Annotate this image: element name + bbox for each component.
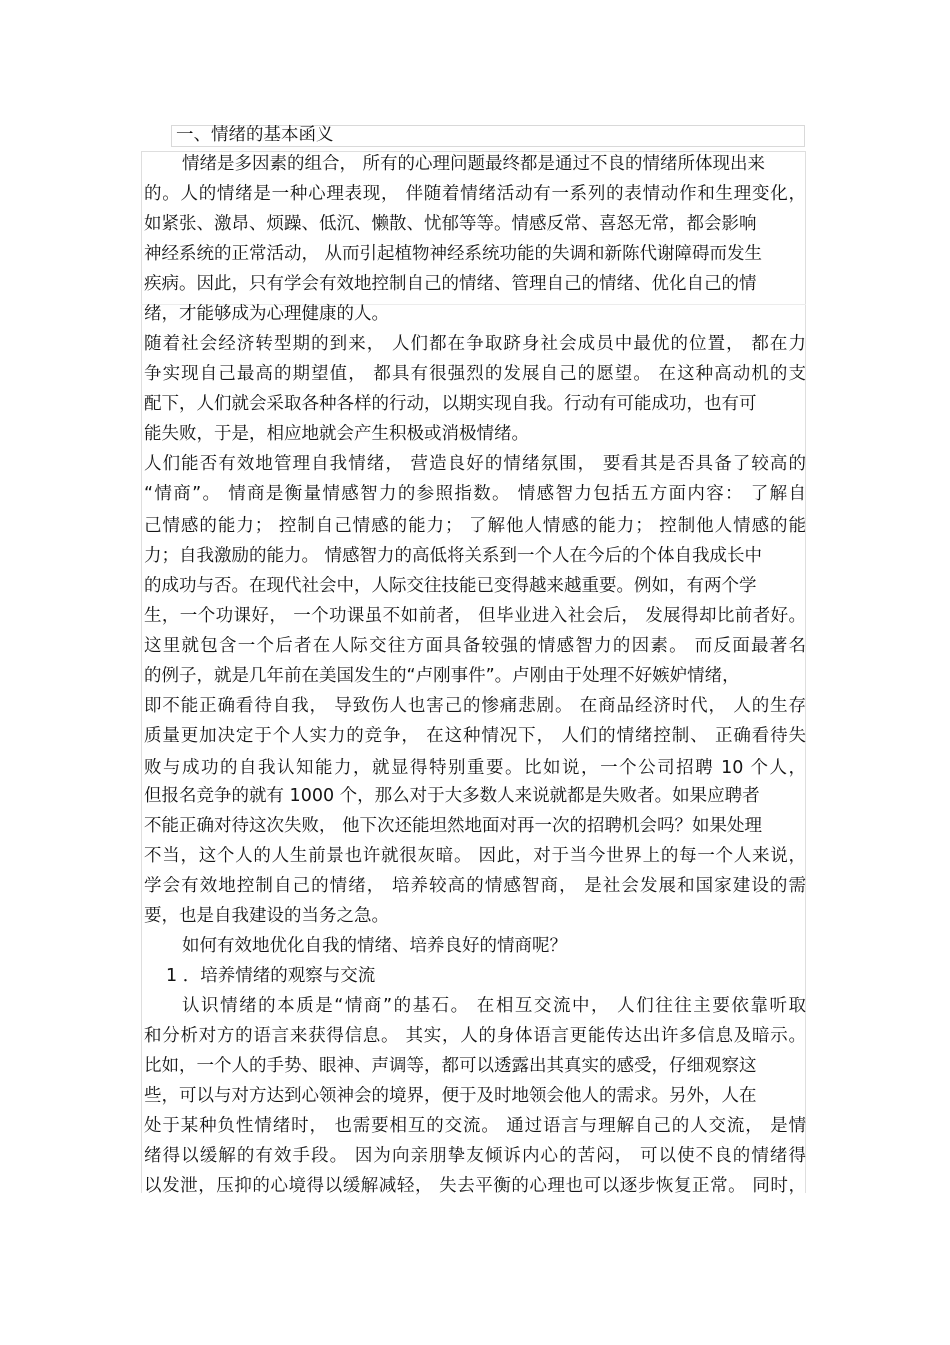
text-line: 情绪是多因素的组合， 所有的心理问题最终都是通过不良的情绪所体现出来	[182, 154, 766, 174]
text-line: 己情感的能力； 控制自己情感的能力； 了解他人情感的能力； 控制他人情感的能	[144, 516, 806, 536]
text-line: 随着社会经济转型期的到来， 人们都在争取跻身社会成员中最优的位置， 都在力	[144, 334, 806, 354]
text-line: 认识情绪的本质是“情商”的基石。 在相互交流中， 人们往往主要依靠听取	[182, 996, 806, 1016]
text-line: 配下，人们就会采取各种各样的行动，以期实现自我。行动有可能成功，也有可	[144, 394, 757, 414]
text-line: 的。人的情绪是一种心理表现， 伴随着情绪活动有一系列的表情动作和生理变化，	[144, 184, 806, 204]
section-heading: 一、情绪的基本函义	[176, 125, 334, 145]
text-line: 这里就包含一个后者在人际交往方面具备较强的情感智力的因素。 而反面最著名	[144, 636, 806, 656]
text-line: 即不能正确看待自我， 导致伤人也害己的惨痛悲剧。 在商品经济时代， 人的生存	[144, 696, 806, 716]
text-line: 能失败，于是，相应地就会产生积极或消极情绪。	[144, 424, 529, 444]
text-line: 要，也是自我建设的当务之急。	[144, 906, 389, 926]
text-line: 质量更加决定于个人实力的竞争， 在这种情况下， 人们的情绪控制、 正确看待失	[144, 726, 806, 746]
text-line: 的例子，就是几年前在美国发生的“卢刚事件”。卢刚由于处理不好嫉妒情绪，	[144, 666, 740, 686]
text-line: 绪，才能够成为心理健康的人。	[144, 304, 389, 324]
subsection-heading: 1 ．培养情绪的观察与交流	[166, 966, 376, 986]
text-line: 生，一个功课好， 一个功课虽不如前者， 但毕业进入社会后， 发展得却比前者好。	[144, 606, 806, 626]
text-line: 神经系统的正常活动， 从而引起植物神经系统功能的失调和新陈代谢障碍而发生	[144, 244, 763, 264]
text-line: 不能正确对待这次失败， 他下次还能坦然地面对再一次的招聘机会吗？如果处理	[144, 816, 763, 836]
text-line: 争实现自己最高的期望值， 都具有很强烈的发展自己的愿望。 在这种高动机的支	[144, 364, 806, 384]
text-line: 的成功与否。在现代社会中，人际交往技能已变得越来越重要。例如，有两个学	[144, 576, 757, 596]
text-line: 处于某种负性情绪时， 也需要相互的交流。 通过语言与理解自己的人交流， 是情	[144, 1116, 806, 1136]
text-line: 人们能否有效地管理自我情绪， 营造良好的情绪氛围， 要看其是否具备了较高的	[144, 454, 806, 474]
text-line: “情商”。 情商是衡量情感智力的参照指数。 情感智力包括五方面内容： 了解自	[144, 484, 806, 504]
text-line: 以发泄，压抑的心境得以缓解减轻， 失去平衡的心理也可以逐步恢复正常。 同时，	[144, 1176, 806, 1196]
text-line: 败与成功的自我认知能力，就显得特别重要。比如说，一个公司招聘 10 个人，	[144, 758, 806, 778]
text-line: 些，可以与对方达到心领神会的境界，便于及时地领会他人的需求。另外，人在	[144, 1086, 757, 1106]
text-line: 力；自我激励的能力。 情感智力的高低将关系到一个人在今后的个体自我成长中	[144, 546, 763, 566]
text-line: 绪得以缓解的有效手段。 因为向亲朋挚友倾诉内心的苦闷， 可以使不良的情绪得	[144, 1146, 806, 1166]
text-line: 不当，这个人的人生前景也许就很灰暗。 因此，对于当今世界上的每一个人来说，	[144, 846, 806, 866]
text-line: 和分析对方的语言来获得信息。 其实，人的身体语言更能传达出许多信息及暗示。	[144, 1026, 806, 1046]
text-line: 如紧张、激昂、烦躁、低沉、懒散、忧郁等等。情感反常、喜怒无常，都会影响	[144, 214, 757, 234]
text-line: 如何有效地优化自我的情绪、培养良好的情商呢？	[182, 936, 567, 956]
text-line: 但报名竞争的就有 1000 个，那么对于大多数人来说就都是失败者。如果应聘者	[144, 786, 760, 806]
text-line: 学会有效地控制自己的情绪， 培养较高的情感智商， 是社会发展和国家建设的需	[144, 876, 806, 896]
text-line: 比如，一个人的手势、眼神、声调等，都可以透露出其真实的感受，仔细观察这	[144, 1056, 757, 1076]
text-line: 疾病。因此，只有学会有效地控制自己的情绪、管理自己的情绪、优化自己的情	[144, 274, 757, 294]
